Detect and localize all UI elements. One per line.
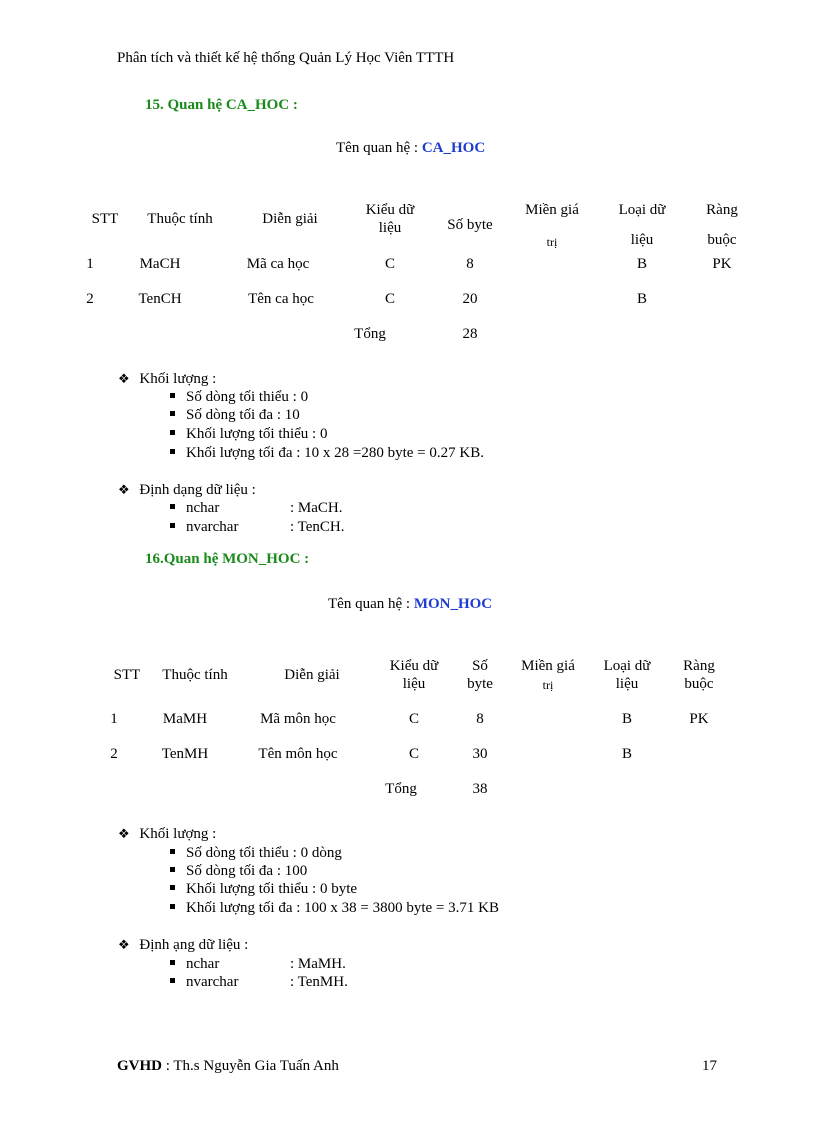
section-16-title: 16.Quan hệ MON_HOC : — [145, 551, 310, 567]
col-header-bytes-line1: Số — [472, 658, 488, 674]
row-2-attribute: TenMH — [161, 746, 209, 762]
square-bullet-icon — [170, 867, 175, 872]
square-bullet-icon — [170, 849, 175, 854]
col-header-type-line1: Kiểu dữ — [365, 202, 415, 218]
list-item: nchar — [170, 955, 219, 973]
row-1-bytes: 8 — [476, 711, 484, 727]
square-bullet-icon — [170, 449, 175, 454]
diamond-bullet-icon: ❖ — [118, 482, 130, 497]
row-2-bytes: 30 — [472, 746, 488, 762]
total-value: 38 — [472, 781, 488, 797]
row-2-description: Tên môn học — [258, 746, 338, 762]
page-number: 17 — [702, 1058, 717, 1074]
col-header-domain-line1: Miền giá — [521, 658, 575, 674]
list-item-value: : MaCH. — [290, 500, 343, 516]
row-2-kind: B — [621, 746, 632, 762]
row-1-constraint: PK — [689, 711, 709, 727]
row-1-attribute: MaCH — [139, 256, 181, 272]
col-header-constraint-line1: Ràng — [683, 658, 715, 674]
row-1-type: C — [408, 711, 419, 727]
square-bullet-icon — [170, 960, 175, 965]
page-header: Phân tích và thiết kế hệ thống Quản Lý Học Viên TTTH — [117, 50, 455, 66]
col-header-type-line1: Kiểu dữ — [389, 658, 439, 674]
square-bullet-icon — [170, 978, 175, 983]
row-2-stt: 2 — [110, 746, 118, 762]
list-item: Số dòng tối thiểu : 0 — [170, 388, 308, 406]
square-bullet-icon — [170, 904, 175, 909]
row-2-description: Tên ca học — [248, 291, 314, 307]
total-value: 28 — [462, 326, 478, 342]
row-2-kind: B — [636, 291, 647, 307]
diamond-bullet-icon: ❖ — [118, 937, 130, 952]
section-16-relation-name — [328, 596, 492, 613]
row-2-type: C — [384, 291, 395, 307]
col-header-domain-line2: trị — [542, 678, 554, 692]
col-header-constraint-line1: Ràng — [706, 202, 738, 218]
list-item: Số dòng tối đa : 10 — [170, 406, 300, 424]
col-header-kind-line2: liệu — [615, 676, 639, 692]
col-header-attribute: Thuộc tính — [162, 667, 228, 683]
section-15-relation-name — [336, 140, 485, 157]
row-1-stt: 1 — [110, 711, 118, 727]
relation-value: MON_HOC — [413, 596, 493, 612]
col-header-stt: STT — [113, 667, 141, 683]
row-1-stt: 1 — [86, 256, 94, 272]
square-bullet-icon — [170, 411, 175, 416]
footer-text: : Th.s Nguyễn Gia Tuấn Anh — [162, 1058, 339, 1074]
list-item: nvarchar — [170, 973, 238, 991]
col-header-constraint-line2: buộc — [707, 232, 737, 248]
list-item-value: : TenCH. — [290, 519, 345, 535]
page-footer — [117, 1058, 339, 1075]
col-header-domain-line1: Miền giá — [525, 202, 579, 218]
relation-value: CA_HOC — [421, 140, 486, 156]
square-bullet-icon — [170, 885, 175, 890]
square-bullet-icon — [170, 430, 175, 435]
row-1-description: Mã ca học — [246, 256, 310, 272]
section-15-format-heading: ❖ Định dạng dữ liệu : — [118, 482, 256, 498]
square-bullet-icon — [170, 393, 175, 398]
relation-label: Tên quan hệ : — [328, 596, 414, 612]
row-1-description: Mã môn học — [260, 711, 336, 727]
row-1-attribute: MaMH — [162, 711, 208, 727]
list-item: nvarchar — [170, 518, 238, 536]
col-header-constraint-line2: buộc — [684, 676, 714, 692]
list-item: Khối lượng tối thiểu : 0 — [170, 425, 327, 443]
row-1-kind: B — [636, 256, 647, 272]
col-header-kind-line2: liệu — [630, 232, 654, 248]
col-header-bytes-line2: byte — [467, 676, 493, 692]
list-item: Khối lượng tối đa : 100 x 38 = 3800 byte = 3.71 KB — [170, 899, 499, 917]
col-header-description: Diễn giải — [284, 667, 340, 683]
section-15-title: 15. Quan hệ CA_HOC : — [145, 97, 298, 113]
col-header-kind-line1: Loại dữ — [603, 658, 651, 674]
list-item: Khối lượng tối đa : 10 x 28 =280 byte = 0.27 KB. — [170, 444, 484, 462]
row-1-type: C — [384, 256, 395, 272]
diamond-bullet-icon: ❖ — [118, 826, 130, 841]
list-item-value: : TenMH. — [290, 974, 348, 990]
square-bullet-icon — [170, 523, 175, 528]
col-header-type-line2: liệu — [378, 220, 402, 236]
row-2-type: C — [408, 746, 419, 762]
relation-label: Tên quan hệ : — [336, 140, 422, 156]
row-2-bytes: 20 — [462, 291, 478, 307]
col-header-attribute: Thuộc tính — [147, 211, 213, 227]
row-1-bytes: 8 — [466, 256, 474, 272]
col-header-domain-line2: trị — [546, 235, 558, 249]
col-header-type-line2: liệu — [402, 676, 426, 692]
list-item: Số dòng tối đa : 100 — [170, 862, 307, 880]
total-label: Tổng — [385, 781, 417, 797]
square-bullet-icon — [170, 504, 175, 509]
row-2-stt: 2 — [86, 291, 94, 307]
col-header-bytes: Số byte — [447, 217, 493, 233]
row-1-constraint: PK — [712, 256, 732, 272]
list-item-value: : MaMH. — [290, 956, 346, 972]
row-2-attribute: TenCH — [138, 291, 182, 307]
total-label: Tổng — [354, 326, 386, 342]
footer-label: GVHD — [117, 1058, 162, 1074]
list-item: Khối lượng tối thiểu : 0 byte — [170, 880, 357, 898]
section-16-format-heading: ❖ Định ạng dữ liệu : — [118, 937, 249, 953]
section-16-volume-heading: ❖ Khối lượng : — [118, 826, 217, 842]
list-item: Số dòng tối thiểu : 0 dòng — [170, 844, 342, 862]
list-item: nchar — [170, 499, 219, 517]
row-1-kind: B — [621, 711, 632, 727]
col-header-description: Diễn giải — [262, 211, 318, 227]
section-15-volume-heading: ❖ Khối lượng : — [118, 371, 217, 387]
col-header-kind-line1: Loại dữ — [618, 202, 666, 218]
col-header-stt: STT — [91, 211, 119, 227]
diamond-bullet-icon: ❖ — [118, 371, 130, 386]
